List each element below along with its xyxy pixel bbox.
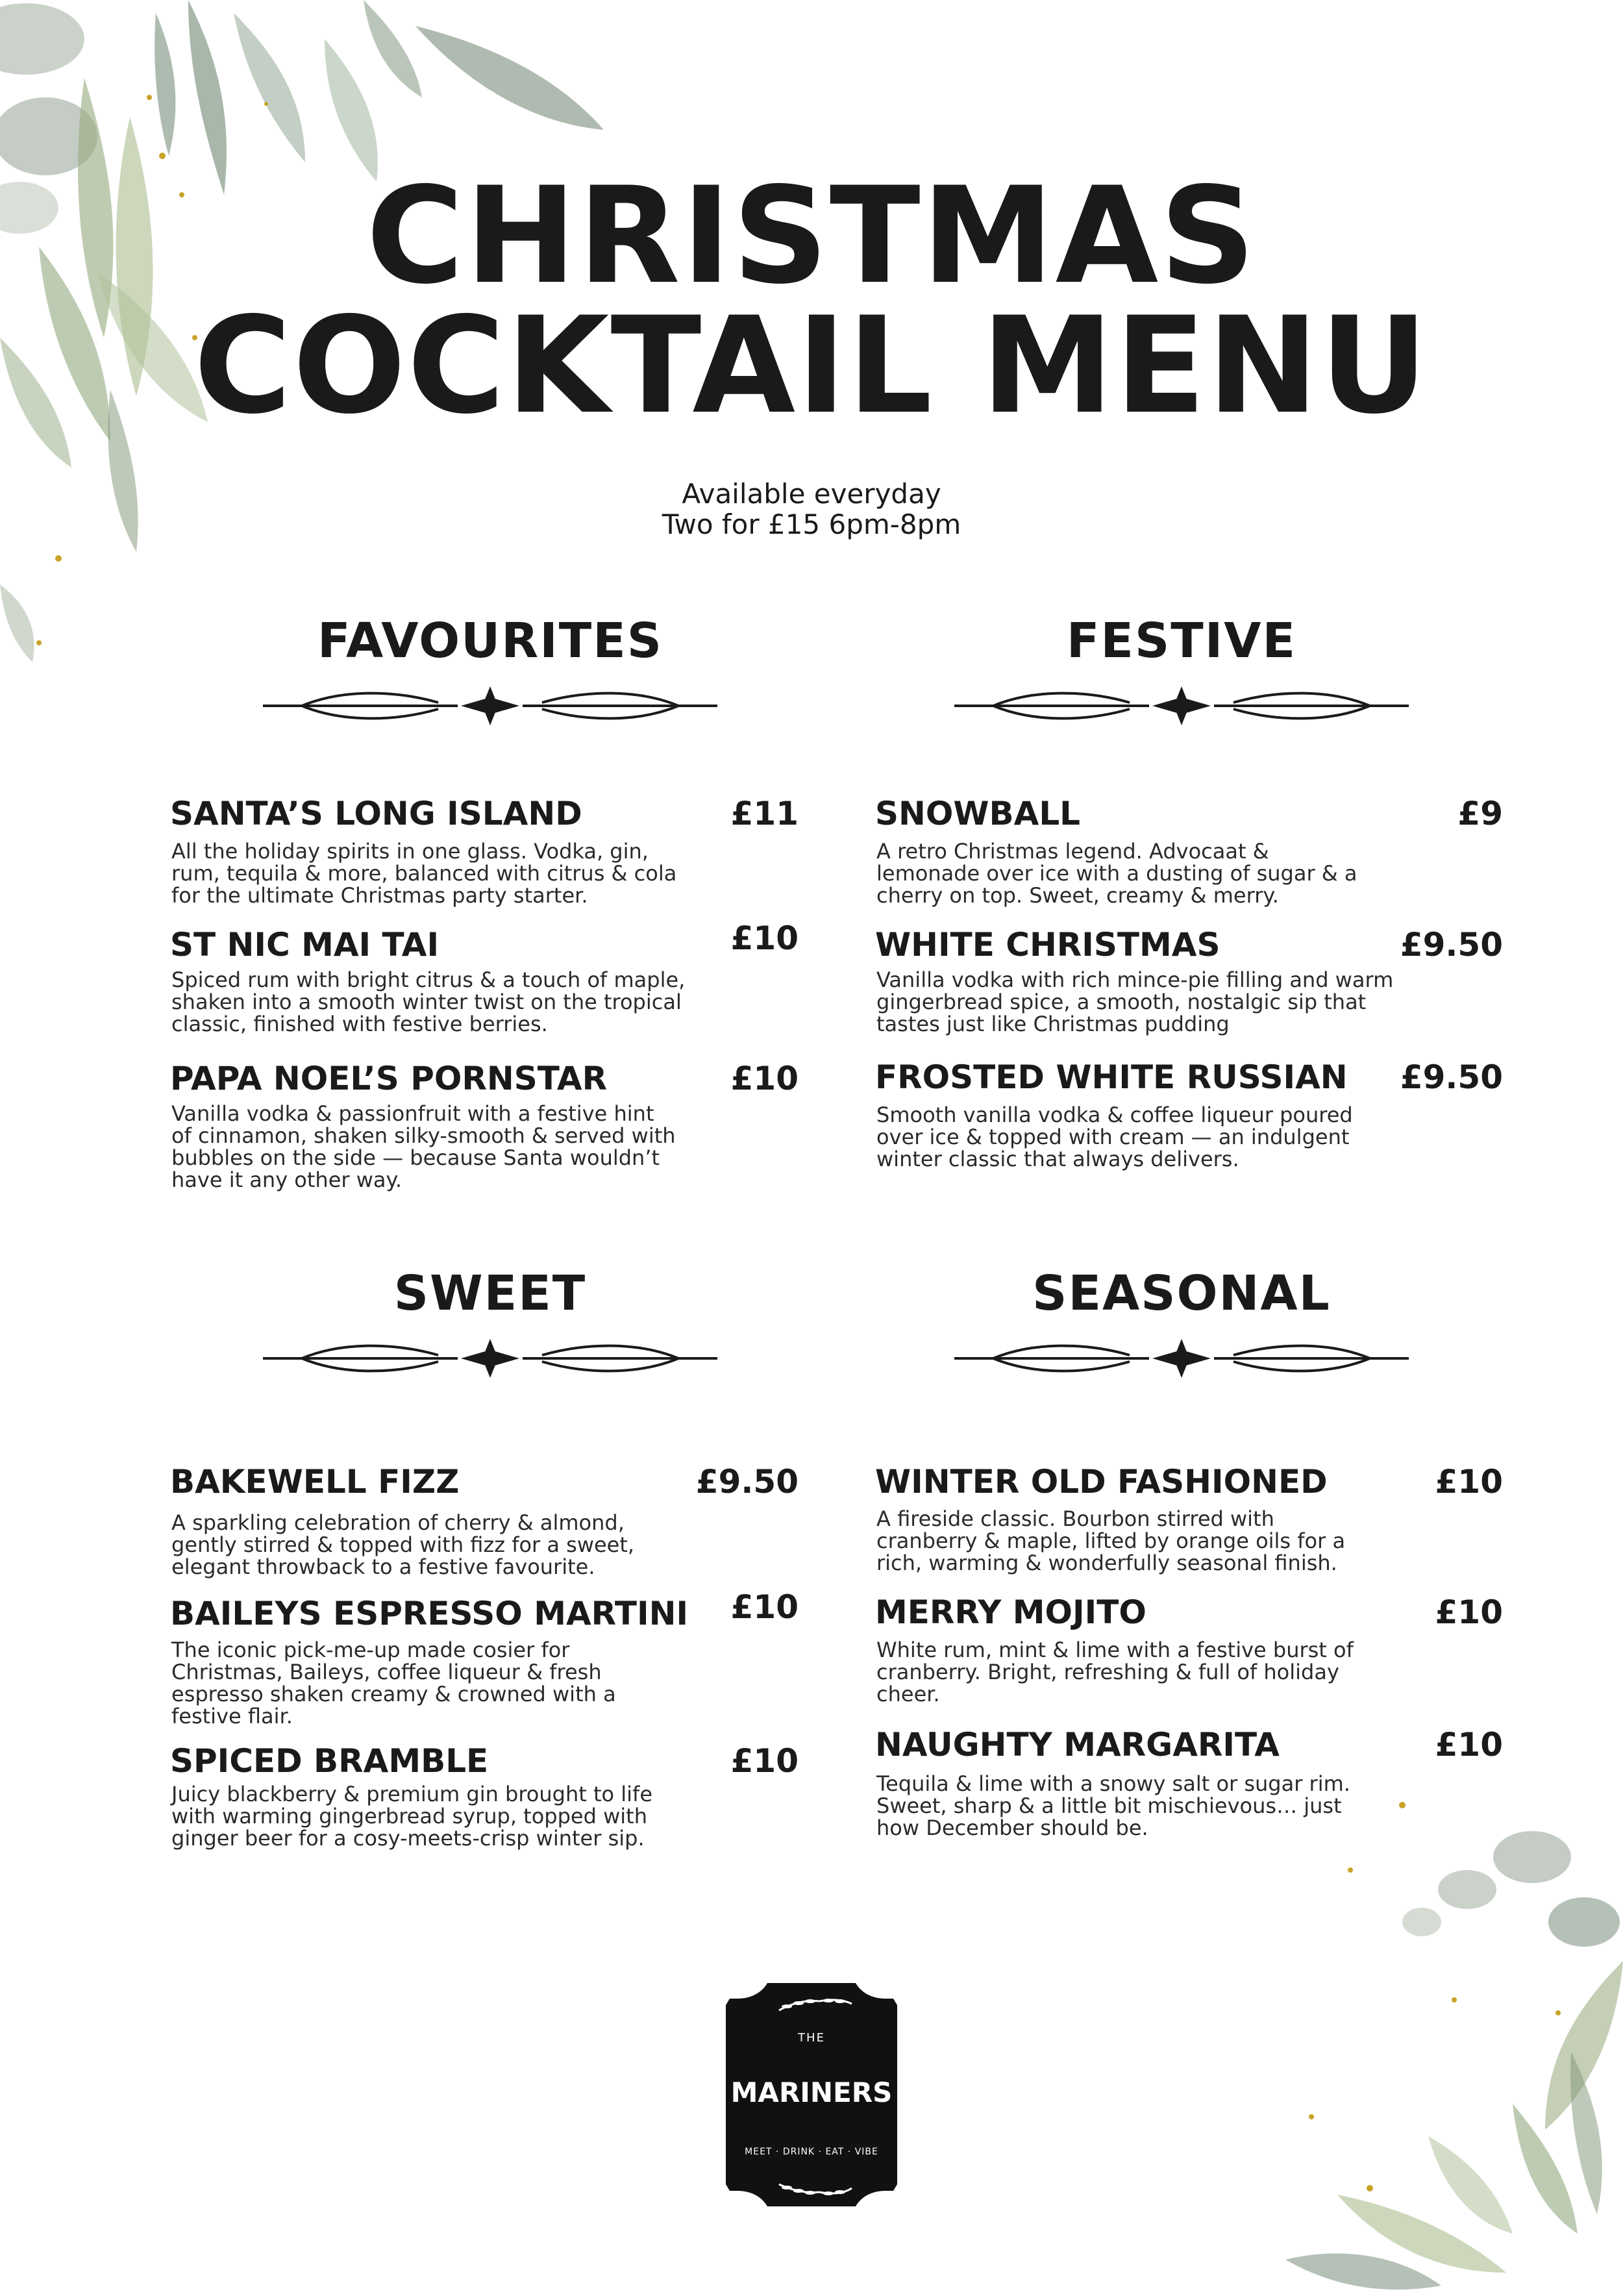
availability-text: Available everyday [682, 478, 941, 510]
menu-title-line2: COCKTAIL MENU [193, 289, 1430, 443]
item-name-santas-long-island: SANTA’S LONG ISLAND [170, 795, 582, 832]
item-price-winter-old-fashioned: £10 [1435, 1463, 1503, 1501]
logo-tagline: MEET · DRINK · EAT · VIBE [745, 2147, 878, 2157]
item-name-spiced-bramble: SPICED BRAMBLE [170, 1742, 489, 1780]
section-title-festive: FESTIVE [1066, 613, 1297, 669]
item-name-snowball: SNOWBALL [875, 795, 1081, 832]
item-desc-white-christmas: Vanilla vodka with rich mince-pie filling and warm gingerbread spice, a smooth, nostalgic sip that tastes just like Christmas pudding [876, 967, 1394, 1036]
item-desc-winter-old-fashioned: A fireside classic. Bourbon stirred with cranberry & maple, lifted by orange oils for a rich, warming & wonderfully seasonal finish. [876, 1506, 1346, 1575]
item-name-winter-old-fashioned: WINTER OLD FASHIONED [875, 1463, 1328, 1501]
item-price-snowball: £9 [1457, 795, 1503, 832]
item-name-papa-noels-pornstar: PAPA NOEL’S PORNSTAR [170, 1060, 608, 1097]
item-desc-spiced-bramble: Juicy blackberry & premium gin brought to life with warming gingerbread syrup, topped with ginger beer for a cosy-meets-crisp winter sip. [171, 1782, 652, 1851]
mariners-logo [722, 1979, 901, 2210]
item-price-st-nic-mai-tai: £10 [730, 919, 799, 957]
item-price-bakewell-fizz: £9.50 [695, 1463, 799, 1501]
offer-text: Two for £15 6pm-8pm [662, 508, 961, 540]
menu-title-line1: CHRISTMAS [366, 159, 1257, 314]
item-name-baileys-espresso-martini: BAILEYS ESPRESSO MARTINI [170, 1595, 689, 1632]
item-desc-st-nic-mai-tai: Spiced rum with bright citrus & a touch of maple, shaken into a smooth winter twist on the tropical classic, finished with festive berries. [171, 967, 686, 1036]
ornament-divider-icon [263, 1336, 717, 1381]
item-desc-santas-long-island: All the holiday spirits in one glass. Vodka, gin, rum, tequila & more, balanced with citrus & cola for the ultimate Christmas party starter. [171, 839, 677, 908]
section-title-seasonal: SEASONAL [1032, 1266, 1331, 1321]
section-title-sweet: SWEET [393, 1266, 587, 1321]
item-desc-snowball: A retro Christmas legend. Advocaat & lemonade over ice with a dusting of sugar & a cherry on top. Sweet, creamy & merry. [876, 839, 1357, 908]
item-price-baileys-espresso-martini: £10 [730, 1588, 799, 1626]
ornament-divider-icon [263, 683, 717, 729]
item-price-frosted-white-russian: £9.50 [1400, 1058, 1503, 1096]
item-name-st-nic-mai-tai: ST NIC MAI TAI [170, 926, 440, 964]
item-name-bakewell-fizz: BAKEWELL FIZZ [170, 1463, 460, 1501]
item-name-naughty-margarita: NAUGHTY MARGARITA [875, 1726, 1280, 1764]
logo-name: MARINERS [730, 2077, 893, 2108]
item-desc-merry-mojito: White rum, mint & lime with a festive burst of cranberry. Bright, refreshing & full of holiday cheer. [876, 1638, 1354, 1706]
item-desc-baileys-espresso-martini: The iconic pick-me-up made cosier for Christmas, Baileys, coffee liqueur & fresh espresso shaken creamy & crowned with a festive flair. [171, 1638, 616, 1728]
item-price-naughty-margarita: £10 [1435, 1726, 1503, 1764]
section-title-favourites: FAVOURITES [317, 613, 663, 669]
logo-small-text: THE [798, 2031, 825, 2045]
item-price-merry-mojito: £10 [1435, 1593, 1503, 1631]
item-desc-papa-noels-pornstar: Vanilla vodka & passionfruit with a festive hint of cinnamon, shaken silky-smooth & served with bubbles on the side — because Santa wouldn’t have it any other way. [171, 1101, 676, 1192]
item-desc-frosted-white-russian: Smooth vanilla vodka & coffee liqueur poured over ice & topped with cream — an indulgent winter classic that always delivers. [876, 1103, 1353, 1171]
item-desc-naughty-margarita: Tequila & lime with a snowy salt or sugar rim. Sweet, sharp & a little bit mischievous… just how December should be. [876, 1771, 1350, 1840]
ornament-divider-icon [954, 683, 1409, 729]
item-name-white-christmas: WHITE CHRISTMAS [875, 926, 1220, 964]
item-price-white-christmas: £9.50 [1400, 926, 1503, 964]
item-desc-bakewell-fizz: A sparkling celebration of cherry & almond, gently stirred & topped with fizz for a sweet, elegant throwback to a festive favourite. [171, 1510, 635, 1579]
ornament-divider-icon [954, 1336, 1409, 1381]
item-price-papa-noels-pornstar: £10 [730, 1060, 799, 1097]
item-name-merry-mojito: MERRY MOJITO [875, 1593, 1146, 1631]
item-price-santas-long-island: £11 [730, 795, 799, 832]
item-name-frosted-white-russian: FROSTED WHITE RUSSIAN [875, 1058, 1348, 1096]
item-price-spiced-bramble: £10 [730, 1742, 799, 1780]
